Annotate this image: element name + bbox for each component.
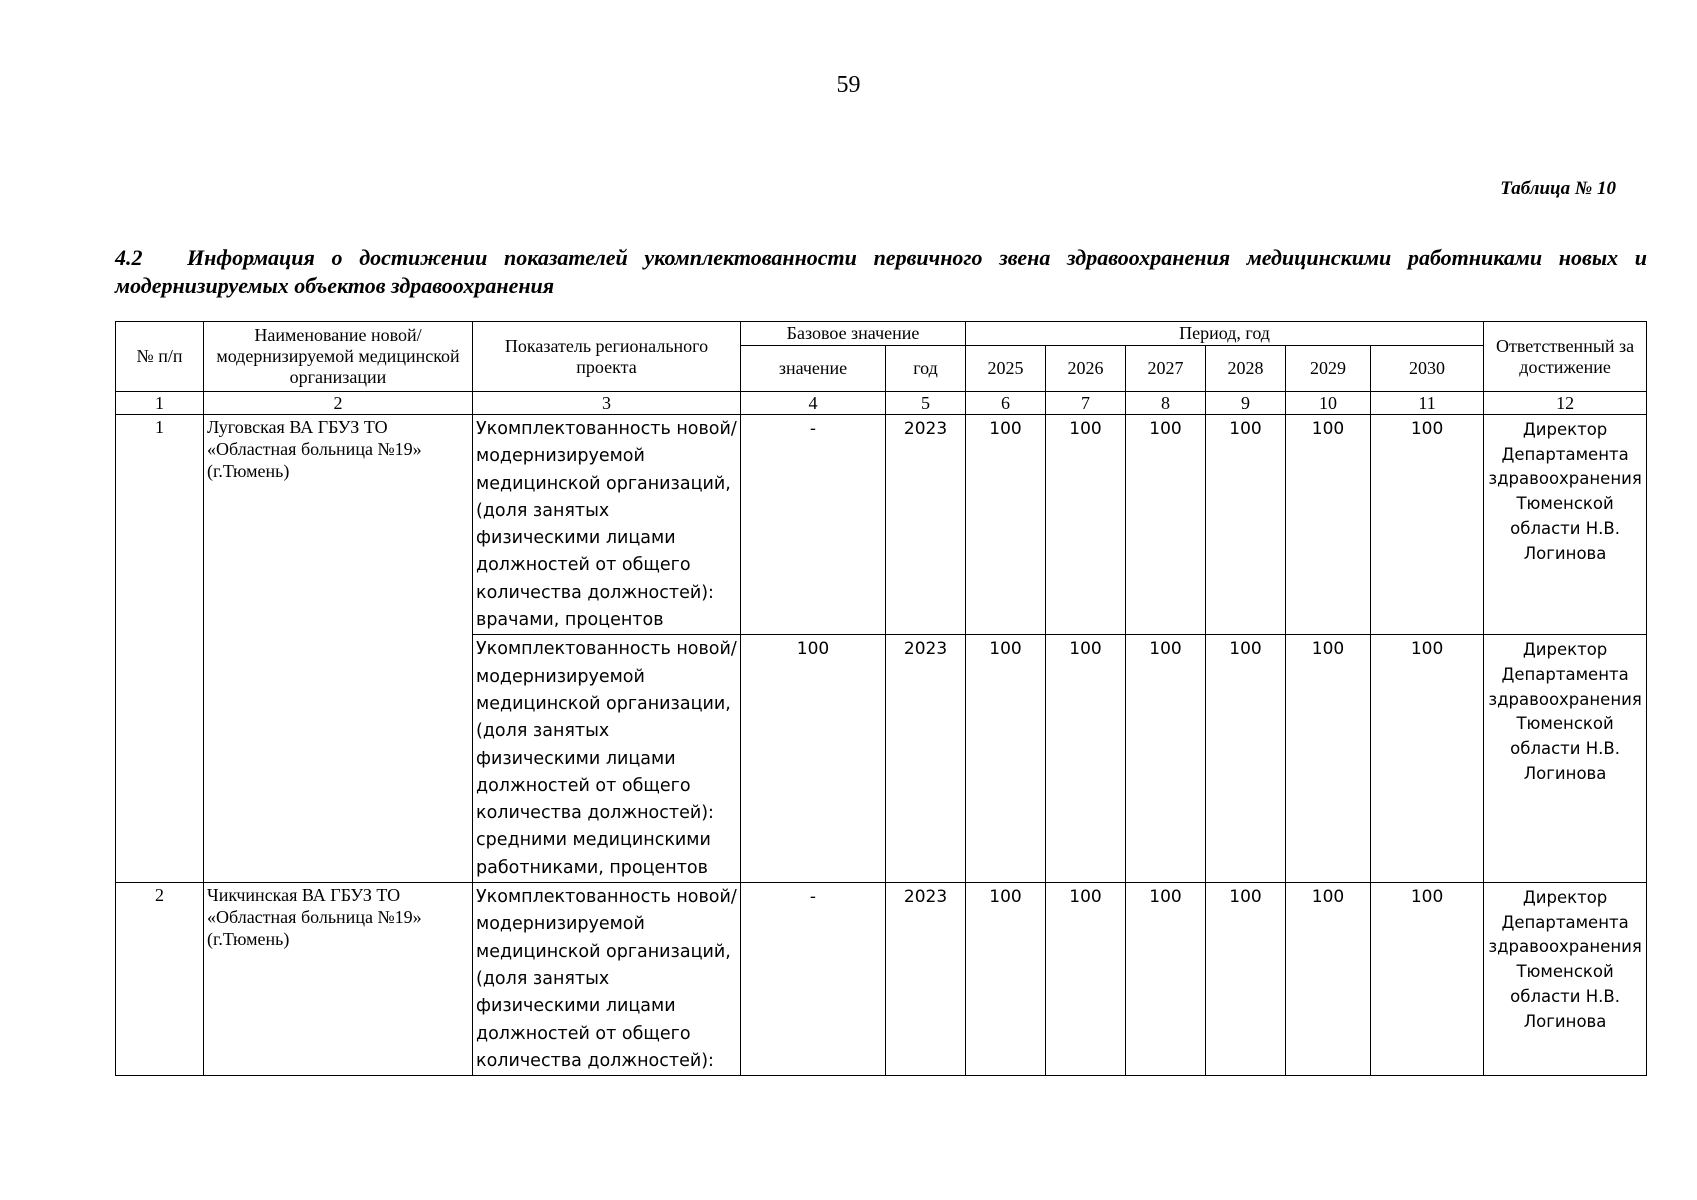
column-index: 9 — [1206, 392, 1286, 415]
year-value: 100 — [1286, 883, 1371, 1076]
header-responsible: Ответственный за достижение — [1484, 322, 1647, 392]
column-index: 3 — [473, 392, 741, 415]
header-year: 2028 — [1206, 346, 1286, 392]
year-value: 100 — [1046, 635, 1126, 883]
indicator-text: Укомплектованность новой/модернизируемой медицинской организации, (доля занятых физическими лицами должностей от общего количества должностей): средними медицинскими работниками, процентов — [473, 635, 741, 883]
year-value: 100 — [1206, 883, 1286, 1076]
header-num: № п/п — [116, 322, 204, 392]
header-indicator: Показатель регионального проекта — [473, 322, 741, 392]
year-value: 100 — [1046, 883, 1126, 1076]
base-value: - — [741, 883, 886, 1076]
section-number: 4.2 — [115, 245, 143, 270]
section-title — [115, 244, 1647, 300]
base-value: 100 — [741, 635, 886, 883]
responsible: Директор Департамента здравоохранения Тюменской области Н.В. Логинова — [1484, 415, 1647, 635]
year-value: 100 — [966, 415, 1046, 635]
header-year: 2025 — [966, 346, 1046, 392]
header-year: 2029 — [1286, 346, 1371, 392]
base-year: 2023 — [886, 635, 966, 883]
org-name: Чикчинская ВА ГБУЗ ТО «Областная больница №19» (г.Тюмень) — [204, 883, 473, 1076]
column-index: 10 — [1286, 392, 1371, 415]
column-index: 8 — [1126, 392, 1206, 415]
table-caption: Таблица № 10 — [1500, 178, 1616, 199]
table-row — [116, 415, 1647, 635]
column-index: 1 — [116, 392, 204, 415]
year-value: 100 — [1286, 415, 1371, 635]
column-index: 12 — [1484, 392, 1647, 415]
responsible: Директор Департамента здравоохранения Тюменской области Н.В. Логинова — [1484, 883, 1647, 1076]
header-year: 2026 — [1046, 346, 1126, 392]
base-year: 2023 — [886, 415, 966, 635]
year-value: 100 — [1286, 635, 1371, 883]
table-row — [116, 883, 1647, 1076]
page-number: 59 — [836, 72, 861, 98]
column-index: 5 — [886, 392, 966, 415]
row-number: 2 — [116, 883, 204, 1076]
column-index-row — [116, 392, 1647, 415]
year-value: 100 — [1126, 415, 1206, 635]
column-index: 11 — [1371, 392, 1484, 415]
section-title-text: Информация о достижении показателей укомплектованности первичного звена здравоохранения медицинскими работниками новых и модернизируемых объектов здравоохранения — [115, 245, 1647, 298]
org-name: Луговская ВА ГБУЗ ТО «Областная больница №19» (г.Тюмень) — [204, 415, 473, 883]
indicators-table — [115, 321, 1647, 1076]
year-value: 100 — [1126, 635, 1206, 883]
header-base-year: год — [886, 346, 966, 392]
responsible: Директор Департамента здравоохранения Тюменской области Н.В. Логинова — [1484, 635, 1647, 883]
column-index: 6 — [966, 392, 1046, 415]
year-value: 100 — [1126, 883, 1206, 1076]
column-index: 2 — [204, 392, 473, 415]
year-value: 100 — [1206, 415, 1286, 635]
year-value: 100 — [1206, 635, 1286, 883]
indicator-cell — [473, 883, 741, 1076]
header-base: Базовое значение — [741, 322, 966, 346]
header-year: 2030 — [1371, 346, 1484, 392]
header-org: Наименование новой/модернизируемой медицинской организации — [204, 322, 473, 392]
year-value: 100 — [1046, 415, 1126, 635]
indicator-text: Укомплектованность новой/модернизируемой медицинской организаций, (доля занятых физическими лицами должностей от общего количества должностей): врачами, процентов — [473, 415, 741, 635]
year-value: 100 — [966, 635, 1046, 883]
column-index: 7 — [1046, 392, 1126, 415]
column-index: 4 — [741, 392, 886, 415]
year-value: 100 — [1371, 635, 1484, 883]
year-value: 100 — [966, 883, 1046, 1076]
year-value: 100 — [1371, 883, 1484, 1076]
base-year: 2023 — [886, 883, 966, 1076]
header-period: Период, год — [966, 322, 1484, 346]
base-value: - — [741, 415, 886, 635]
row-number: 1 — [116, 415, 204, 883]
year-value: 100 — [1371, 415, 1484, 635]
header-year: 2027 — [1126, 346, 1206, 392]
header-base-value: значение — [741, 346, 886, 392]
indicator-text: Укомплектованность новой/модернизируемой медицинской организаций, (доля занятых физическими лицами должностей от общего количества должностей): — [476, 887, 737, 1071]
